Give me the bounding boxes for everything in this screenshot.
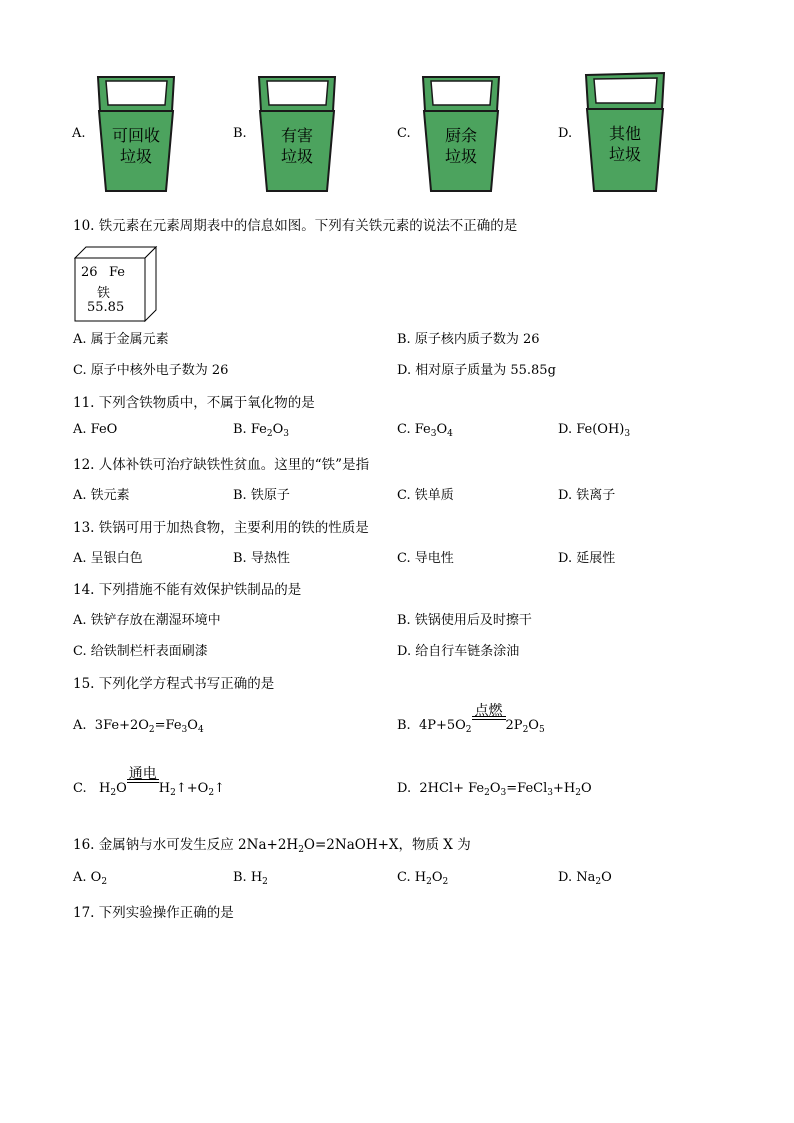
q16-option-d: D. $Na_2O$ [558, 870, 612, 887]
q13-stem: 13. 铁锅可用于加热食物，主要利用的铁的性质是 [73, 520, 369, 536]
bin-kitchen [421, 73, 501, 198]
q14-option-b: B. 铁锅使用后及时擦干 [397, 613, 532, 628]
bin-hazardous [257, 73, 337, 198]
q15-stem: 15. 下列化学方程式书写正确的是 [73, 676, 275, 692]
cube-symbol: Fe [109, 265, 126, 280]
q15-option-a: A. $3Fe+2O_2=Fe_3O_4$ [73, 718, 204, 735]
q12-stem: 12. 人体补铁可治疗缺铁性贫血。这里的“铁”是指 [73, 457, 370, 473]
q13-option-b: B. 导热性 [233, 551, 290, 566]
q12-option-a: A. 铁元素 [73, 488, 130, 503]
bin-d-letter: D. [558, 126, 573, 141]
q14-option-d: D. 给自行车链条涂油 [397, 644, 520, 659]
q12-option-c: C. 铁单质 [397, 488, 454, 503]
q16-option-a: A. $O_2$ [73, 870, 108, 887]
q16-option-c: C. $H_2O_2$ [397, 870, 449, 887]
q11-option-b: B. $Fe_2O_3$ [233, 422, 289, 439]
q10-option-a: A. 属于金属元素 [73, 332, 169, 347]
bin-other [584, 71, 664, 196]
q11-option-c: C. $Fe_3O_4$ [397, 422, 453, 439]
bin-a-letter: A. [72, 126, 86, 141]
q11-option-a: A. FeO [73, 422, 118, 437]
q10-option-d: D. 相对原子质量为 55.85g [397, 363, 556, 378]
bin-c-letter: C. [397, 126, 411, 141]
cube-element-name: 铁 [97, 286, 111, 301]
q12-option-d: D. 铁离子 [558, 488, 616, 503]
q10-option-b: B. 原子核内质子数为 26 [397, 332, 540, 347]
q12-option-b: B. 铁原子 [233, 488, 290, 503]
q15-c-condition: 通电 [128, 766, 157, 782]
q13-option-a: A. 呈银白色 [73, 551, 143, 566]
bin-recyclable [96, 73, 176, 198]
bin-kitchen-label: 厨余 垃圾 [444, 126, 477, 166]
q10-option-c: C. 原子中核外电子数为 26 [73, 363, 229, 378]
q14-option-a: A. 铁铲存放在潮湿环境中 [73, 613, 221, 628]
q15-option-c: C. $H_2O$ 通电 $H_2↑+O_2↑$ [73, 781, 225, 796]
q15-option-d: D. $2HCl+ Fe_2O_3=FeCl_3+H_2O$ [397, 781, 592, 798]
q14-stem: 14. 下列措施不能有效保护铁制品的是 [73, 582, 302, 598]
q13-option-c: C. 导电性 [397, 551, 454, 566]
cube-atomic-number: 26 [81, 265, 98, 280]
bin-b-letter: B. [233, 126, 247, 141]
cube-atomic-mass: 55.85 [87, 300, 125, 315]
q11-option-d: D. $Fe(OH)_3$ [558, 422, 631, 439]
q15-option-b: B. $4P+5O_2$ 点燃 $2P_2O_5$ [397, 718, 545, 733]
q10-stem: 10. 铁元素在元素周期表中的信息如图。下列有关铁元素的说法不正确的是 [73, 218, 518, 234]
bin-hazardous-label: 有害 垃圾 [280, 126, 313, 166]
q15-b-condition: 点燃 [474, 703, 503, 719]
q14-option-c: C. 给铁制栏杆表面刷漆 [73, 644, 208, 659]
q13-option-d: D. 延展性 [558, 551, 616, 566]
q16-stem: 16. 金属钠与水可发生反应 $2Na+2H_2O=2NaOH+X$，物质 X 为 [73, 837, 471, 855]
bin-other-label: 其他 垃圾 [608, 124, 641, 164]
q17-stem: 17. 下列实验操作正确的是 [73, 905, 234, 921]
bin-recyclable-label: 可回收 垃圾 [111, 126, 160, 166]
q11-stem: 11. 下列含铁物质中，不属于氧化物的是 [73, 395, 315, 411]
iron-element-cube [74, 246, 158, 322]
q16-option-b: B. $H_2$ [233, 870, 268, 887]
